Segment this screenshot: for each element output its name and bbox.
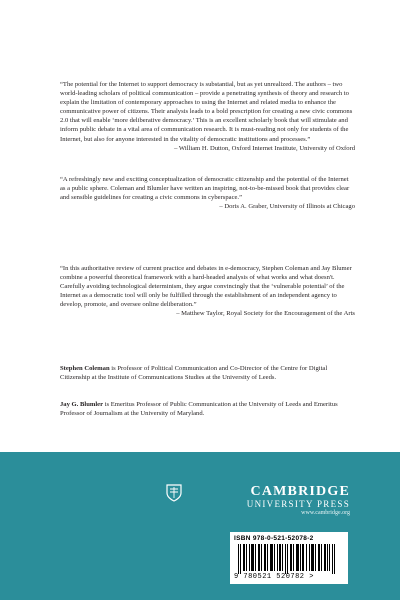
endorsement-1 <box>60 80 355 153</box>
author-bio-text: is Professor of Political Communication and Co-Director of the Centre for Digital Citizenship at the Institute of Communications Studies at the University of Leeds. <box>60 365 328 382</box>
author-bio-2 <box>60 400 355 418</box>
endorsement-3 <box>60 264 355 319</box>
publisher-subtitle: UNIVERSITY PRESS <box>246 499 350 509</box>
endorsement-2 <box>60 175 355 211</box>
publisher-crest-icon <box>166 484 182 502</box>
publisher-logo <box>190 484 350 517</box>
author-name: Jay G. Blumler <box>60 401 104 408</box>
endorsement-quote: “In this authoritative review of current practice and debates in e-democracy, Stephen Coleman and Jay Blumer combine a powerful theoretical framework with a hard-headed analysis of what works and what doesn't. Carefully avoiding technological determinism, they argue convincingly that the ‘vulnerable potential’ of the Internet as a democratic tool will only be fulfilled through the establishment of an independent agency to develop, promote, and oversee online deliberation.” <box>60 265 352 309</box>
barcode-digits: 9 780521 520782 > <box>234 573 314 581</box>
author-bio-1 <box>60 364 355 382</box>
endorsement-attribution: – Doris A. Graber, University of Illinois at Chicago <box>219 203 355 211</box>
endorsement-quote: “A refreshingly new and exciting conceptualization of democratic citizenship and the potential of the Internet as a public sphere. Coleman and Blumler have written an inspiring, not-to-be-missed book that provides clear and sensible guidelines for creating a civic commons in cyberspace.” <box>60 176 350 202</box>
endorsement-attribution: – Matthew Taylor, Royal Society for the Encouragement of the Arts <box>176 310 355 318</box>
publisher-url: www.cambridge.org <box>301 510 350 516</box>
author-name: Stephen Coleman <box>60 365 110 372</box>
publisher-band <box>0 452 400 600</box>
publisher-name: CAMBRIDGE <box>250 484 350 499</box>
endorsement-quote: “The potential for the Internet to support democracy is substantial, but as yet unrealized. The authors – two world-leading scholars of political communication – provide a penetrating synthesis of theory and research to explain the limitation of contemporary approaches to using the Internet and related media to enhance the communicative power of citizens. Their analysis leads to a bold prescription for creating a new civic commons 2.0 that will enable ‘more deliberative democracy.’ This is an excellent scholarly book that will stimulate and inform public debate in a vital area of communication research. It is must-reading not only for students of the Internet, but also for anyone interested in the vitality of democratic institutions and processes.” <box>60 81 353 143</box>
endorsement-attribution: – William H. Dutton, Oxford Internet Institute, University of Oxford <box>174 144 355 152</box>
isbn-barcode <box>230 532 348 584</box>
barcode-icon <box>234 544 344 574</box>
isbn-label: ISBN 978-0-521-52078-2 <box>234 535 314 542</box>
author-bio-text: is Emeritus Professor of Public Communication at the University of Leeds and Emeritus Professor of Journalism at the University of Maryland. <box>60 401 338 418</box>
